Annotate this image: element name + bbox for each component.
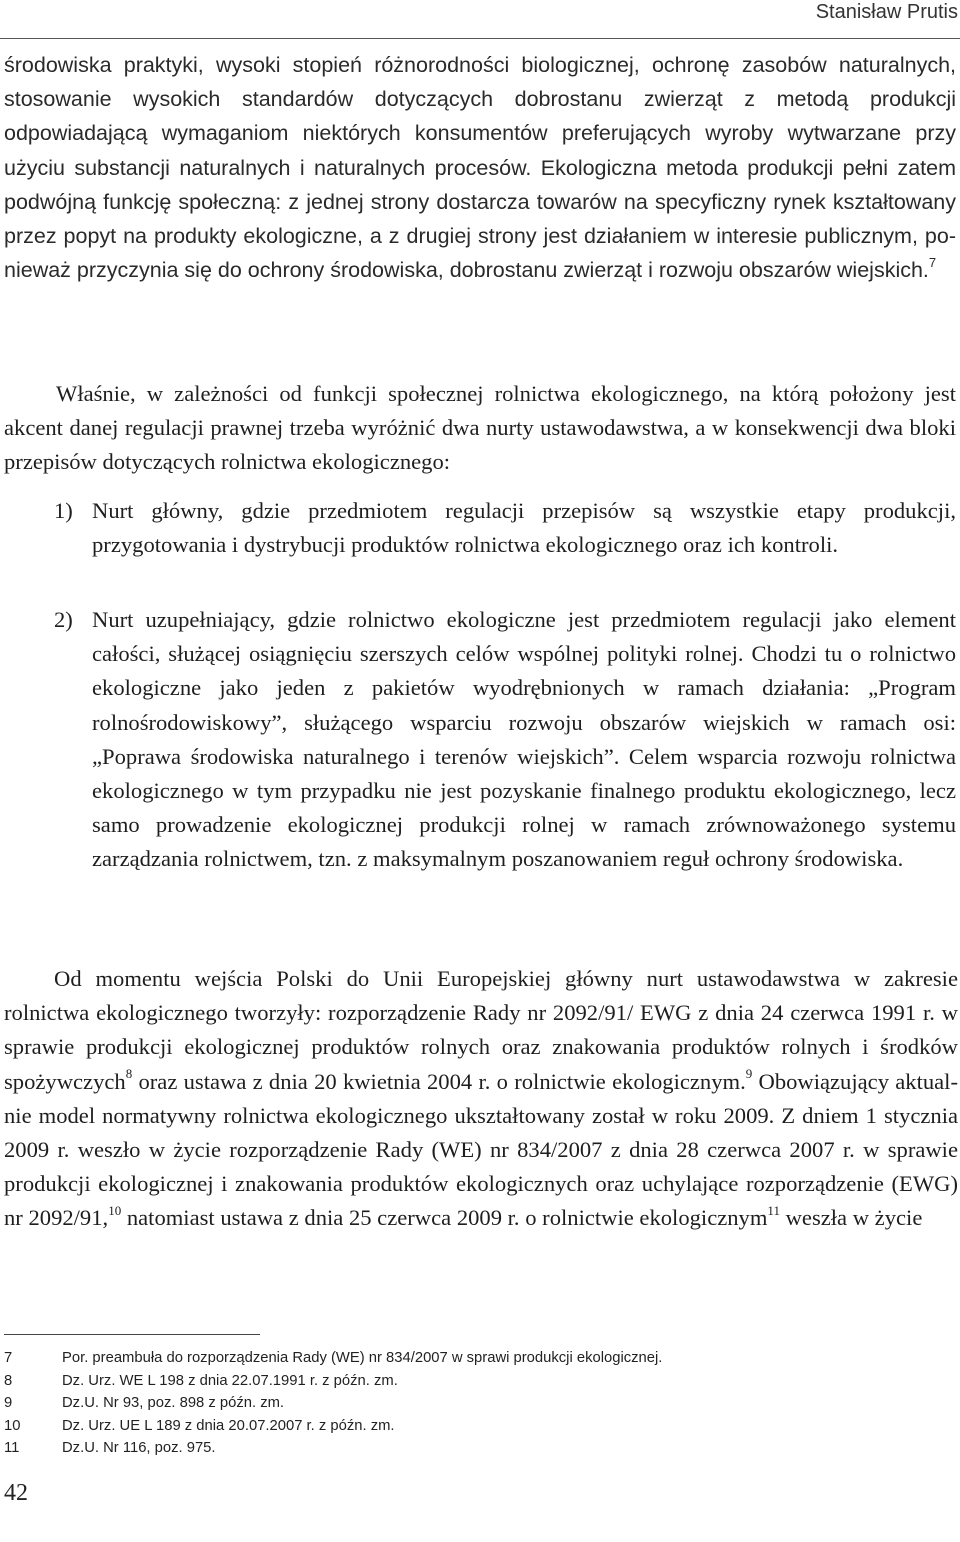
footnote [4,1370,944,1393]
footnotes [4,1347,944,1460]
running-head: Stanisław Prutis [815,1,958,23]
footnote-number: 7 [4,1350,13,1366]
footnote-number: 11 [4,1440,20,1457]
footnote-text: Dz. Urz. WE L 198 z dnia 22.07.1991 r. z późn. zm. [62,1372,398,1389]
page-number: 42 [4,1480,28,1506]
paragraph-3-text: natomiast ustawa z dnia 25 czerwca 2009 r. o rolnictwie ekologicznym [121,1205,768,1231]
list-item-number: 1) [54,498,73,523]
paragraph-3-text: oraz ustawa z dnia 20 kwietnia 2004 r. o rolnictwie ekologicznym. [132,1068,746,1094]
footnote-ref-9[interactable]: 9 [745,1066,753,1082]
paragraph-1-text: środowiska praktyki, wysoki stopień różnorodności biologicznej, ochronę zasobów naturalnych, stosowanie wysokich standardów dotyczących dobrostanu zwierząt z metodą produkcji odpowiadającą wymaganiom niektórych konsumentów preferujących wyroby wytwarzane przy użyciu substancji naturalnych i naturalnych procesów. Ekologiczna metoda produkcji pełni zatem podwójną funkcję społeczną: z jednej strony dostarcza towarów na specyficzny rynek kształtowany przez popyt na produkty ekologiczne, a z drugiej strony jest działaniem w interesie publicznym, ponieważ przyczynia się do ochrony środowiska, dobrostanu zwierząt i rozwoju obszarów wiejskich. [4,53,956,283]
paragraph-3-text: Obowiązujący aktualnie model normatywny rolnictwa ekologicznego ukształtowany został w roku 2009. Z dniem 1 stycznia 2009 r. weszło w życie rozporządzenie Rady (WE) nr 834/2007 z dnia 28 czerwca 2007 r. w sprawie produkcji ekologicznej i znakowania produktów ekologicznych oraz uchylające rozporządzenie (EWG) nr 2092/91, [4,1068,958,1231]
paragraph-3-text: Od momentu wejścia Polski do Unii Europejskiej główny nurt ustawodawstwa w zakresie rolnictwa ekologicznego tworzyły: rozporządzenie Rady nr 2092/91/ EWG z dnia 24 czerwca 1991 r. w sprawie produkcji ekologicznej produktów rolnych oraz znakowania produktów rolnych i środków spożywczych [4,966,958,1094]
footnote-separator [4,1334,260,1335]
paragraph-3-text: weszła w życie [779,1205,923,1231]
footnote-text: Dz.U. Nr 116, poz. 975. [62,1440,216,1457]
list-item-1 [54,494,956,562]
footnote-number: 9 [4,1395,13,1412]
footnote-ref-8[interactable]: 8 [125,1066,133,1082]
paragraph-1 [4,48,956,287]
footnote-number: 8 [4,1372,13,1389]
header-rule [0,38,960,39]
footnote-text: Dz. Urz. UE L 189 z dnia 20.07.2007 r. z późn. zm. [62,1417,395,1434]
footnote [4,1392,944,1415]
footnote [4,1347,944,1370]
footnote-text: Dz.U. Nr 93, poz. 898 z późn. zm. [62,1395,285,1412]
list-item-number: 2) [54,607,73,632]
list-item-2 [54,603,956,877]
footnote-number: 10 [4,1417,21,1434]
footnote-text: Por. preambuła do rozporządzenia Rady (WE) nr 834/2007 w sprawi produkcji ekologicznej. [62,1350,663,1366]
paragraph-2: Właśnie, w zależności od funkcji społecznej rolnictwa ekologicznego, na którą położony jest akcent danej regulacji prawnej trzeba wyróżnić dwa nurty ustawodawstwa, a w konsekwencji dwa bloki przepisów dotyczących rolnictwa ekologicznego: [4,381,956,475]
footnote-ref-7[interactable]: 7 [928,255,937,271]
list-item-text: Nurt uzupełniający, gdzie rolnictwo ekologiczne jest przedmiotem regulacji jako element całości, służącej osiągnięciu szerszych celów wspólnej polityki rolnej. Chodzi tu o rolnictwo ekologiczne jako jeden z pakietów wyodrębnionych w ramach działania: „Program rolnośrodowiskowy”, służącego wsparciu rozwoju obszarów wiejskich w ramach osi: „Poprawa środowiska naturalnego i terenów wiejskich”. Celem wsparcia rozwoju rolnictwa ekologicznego w tym przypadku nie jest pozyskanie finalnego produktu ekologicznego, lecz samo prowadzenie ekologicznej produkcji rolnej w ramach zrównoważonego systemu zarządzania rolnictwem, tzn. z maksymalnym poszanowaniem reguł ochrony środowiska. [92,607,956,872]
footnote [4,1437,944,1460]
paragraph-3 [4,962,958,1236]
footnote-ref-11[interactable]: 11 [767,1202,780,1218]
footnote-ref-10[interactable]: 10 [108,1202,122,1218]
list-item-text: Nurt główny, gdzie przedmiotem regulacji przepisów są wszystkie etapy produkcji, przygotowania i dystrybucji produktów rolnictwa ekologicznego oraz ich kontroli. [92,498,956,558]
footnote [4,1415,944,1438]
